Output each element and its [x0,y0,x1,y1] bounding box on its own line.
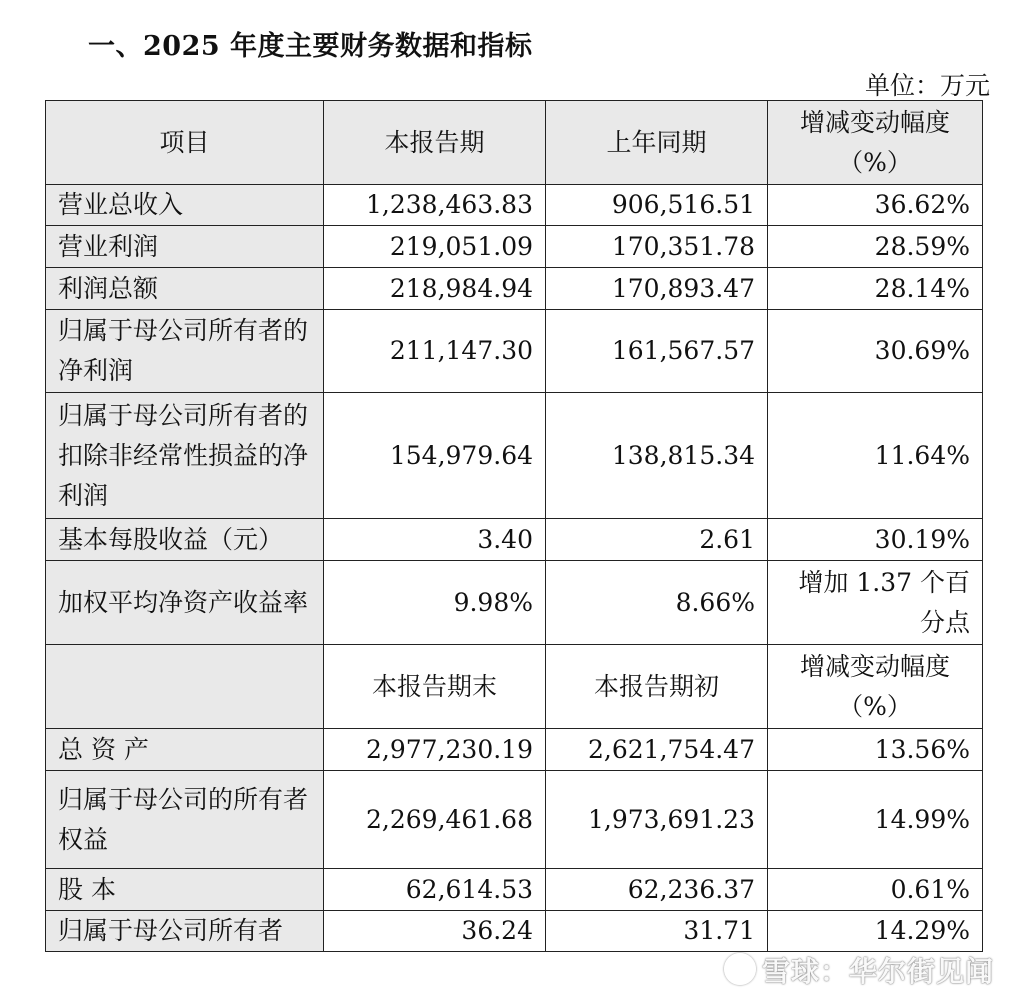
table-row [46,561,983,645]
section-heading: 一、2025 年度主要财务数据和指标 [88,31,533,62]
row-previous: 161,567.57 [546,310,768,393]
row-label: 归属于母公司的所有者权益 [46,771,324,869]
table-row [46,519,983,561]
row-change: 13.56% [768,729,983,771]
header-change-line1: 增减变动幅度 [799,107,950,137]
subheader-change [768,645,983,729]
subheader-change-line2: （%） [838,691,912,721]
row-label: 归属于母公司所有者 [46,911,324,952]
row-current: 62,614.53 [324,869,546,911]
header-period-begin: 本报告期初 [546,645,768,729]
watermark [724,950,994,990]
row-change: 28.14% [768,268,983,310]
row-label: 基本每股收益（元） [46,519,324,561]
xueqiu-logo-icon [724,953,756,985]
row-current: 2,977,230.19 [324,729,546,771]
row-previous: 906,516.51 [546,185,768,226]
header-item: 项目 [46,101,324,185]
row-change: 增加 1.37 个百分点 [768,561,983,645]
table-row [46,268,983,310]
row-previous: 170,351.78 [546,226,768,268]
row-label: 归属于母公司所有者的扣除非经常性损益的净利润 [46,393,324,519]
table-row [46,226,983,268]
row-current: 3.40 [324,519,546,561]
header-change [768,101,983,185]
table-row [46,310,983,393]
row-change: 30.69% [768,310,983,393]
row-change: 30.19% [768,519,983,561]
row-previous: 2,621,754.47 [546,729,768,771]
row-change: 11.64% [768,393,983,519]
table-row [46,869,983,911]
row-change: 28.59% [768,226,983,268]
row-change: 14.29% [768,911,983,952]
table-row [46,911,983,952]
table-row [46,771,983,869]
financial-data-table [45,100,983,952]
row-label: 加权平均净资产收益率 [46,561,324,645]
header-change-line2: （%） [838,147,912,177]
row-label: 归属于母公司所有者的净利润 [46,310,324,393]
row-current: 1,238,463.83 [324,185,546,226]
row-current: 2,269,461.68 [324,771,546,869]
table-row [46,729,983,771]
row-previous: 138,815.34 [546,393,768,519]
table-row [46,393,983,519]
row-label: 利润总额 [46,268,324,310]
row-previous: 2.61 [546,519,768,561]
table-subheader-row [46,645,983,729]
row-change: 0.61% [768,869,983,911]
row-current: 218,984.94 [324,268,546,310]
row-label: 股 本 [46,869,324,911]
row-label: 营业利润 [46,226,324,268]
subheader-item [46,645,324,729]
row-current: 154,979.64 [324,393,546,519]
header-period-end: 本报告期末 [324,645,546,729]
row-change: 36.62% [768,185,983,226]
row-current: 9.98% [324,561,546,645]
watermark-text: 雪球：华尔街见闻 [761,955,994,988]
row-current: 219,051.09 [324,226,546,268]
header-current-period: 本报告期 [324,101,546,185]
row-previous: 8.66% [546,561,768,645]
row-previous: 31.71 [546,911,768,952]
row-label: 总 资 产 [46,729,324,771]
table-header-row [46,101,983,185]
subheader-change-line1: 增减变动幅度 [799,651,950,681]
header-previous-period: 上年同期 [546,101,768,185]
row-current: 36.24 [324,911,546,952]
table-row [46,185,983,226]
row-previous: 170,893.47 [546,268,768,310]
row-label: 营业总收入 [46,185,324,226]
row-current: 211,147.30 [324,310,546,393]
row-change: 14.99% [768,771,983,869]
row-previous: 1,973,691.23 [546,771,768,869]
row-previous: 62,236.37 [546,869,768,911]
unit-label: 单位：万元 [864,71,990,100]
